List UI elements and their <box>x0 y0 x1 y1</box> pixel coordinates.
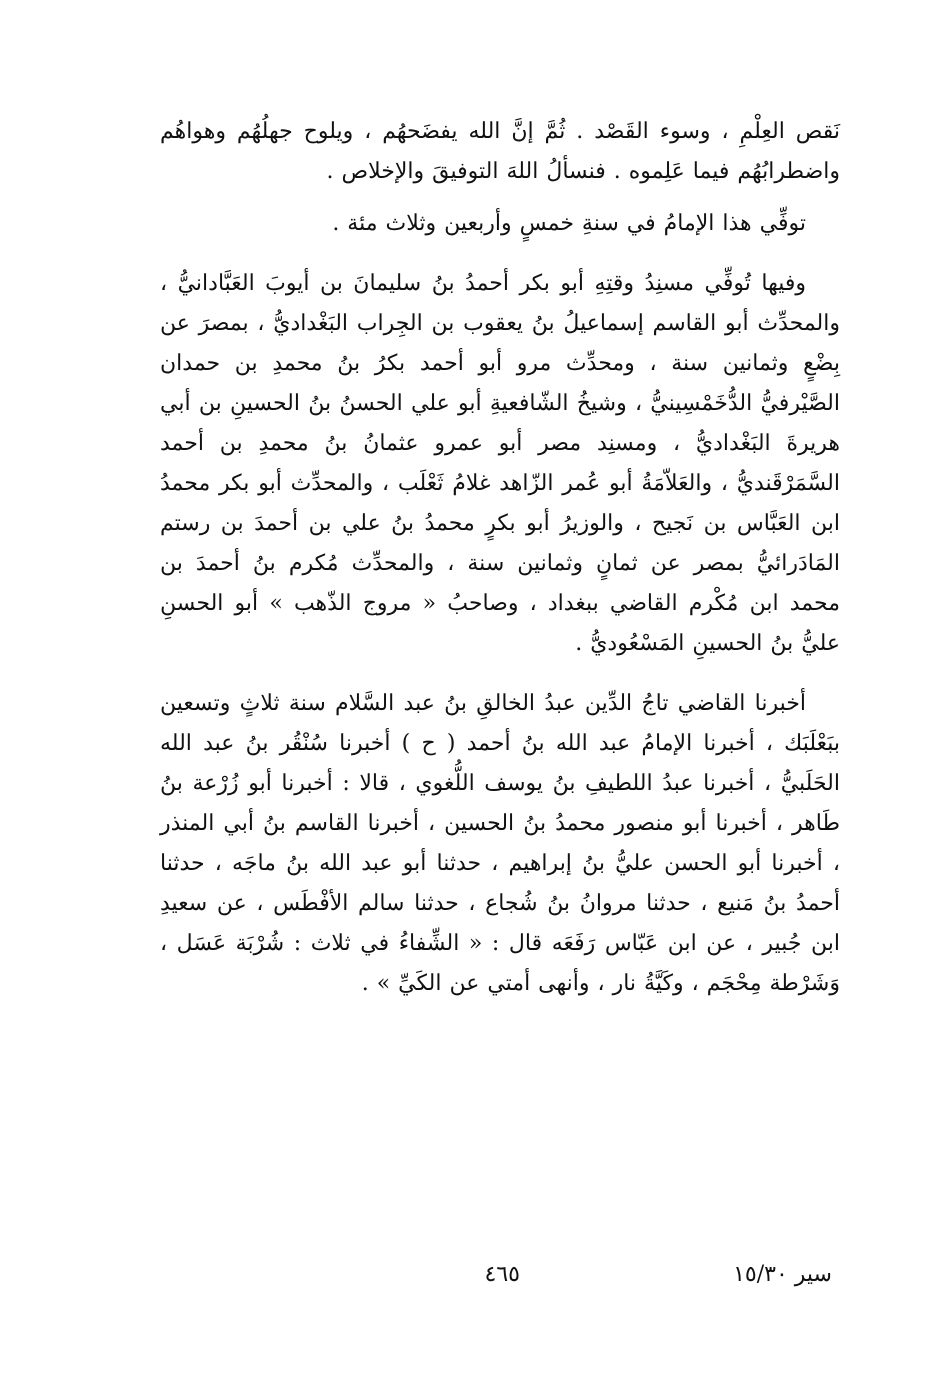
volume-signature: سير ١٥/٣٠ <box>733 1262 832 1287</box>
paragraph-gap <box>160 664 840 684</box>
paragraph-death-note: توفِّي هذا الإمامُ في سنةِ خمسٍ وأربعين وثلاث مئة . <box>332 211 806 236</box>
paragraph-hadith-chain: أخبرنا القاضي تاجُ الدِّين عبدُ الخالقِ بنُ عبد السَّلام سنة ثلاثٍ وتسعين ببَعْلَبَك ، أخبرنا الإمامُ عبد الله بنُ أحمد ( ح ) أخبرنا سُنْقُر بنُ عبد الله الحَلَبيُّ ، أخبرنا عبدُ اللطيفِ بنُ يوسف اللُّغوي ، قالا : أخبرنا أبو زُرْعة بنُ طَاهر ، أخبرنا أبو منصور محمدُ بنُ الحسين ، أخبرنا القاسم بنُ أبي المنذر ، أخبرنا أبو الحسن عليُّ بنُ إبراهيم ، حدثنا أبو عبد الله بنُ ماجَه ، حدثنا أحمدُ بنُ مَنيع ، حدثنا مروانُ بنُ شُجاع ، حدثنا سالم الأفْطَس ، عن سعيدِ ابن جُبير ، عن ابن عَبّاس رَفَعَه قال : « الشِّفاءُ في ثلاث : شُرْبَة عَسَل ، وَشَرْطة مِحْجَم ، وكَيَّةُ نار ، وأنهى أمتي عن الكَيِّ » . <box>160 691 840 996</box>
paragraph-closing-remark: نَقص العِلْمِ ، وسوء القَصْد . ثُمَّ إنَّ الله يفضَحهُم ، ويلوح جهلُهُم وهواهُم واضطرابُهُم فيما عَلِموه . فنسألُ اللهَ التوفيقَ والإخلاص . <box>160 119 840 184</box>
paragraph-gap <box>160 192 840 204</box>
paragraph-deaths-list: وفيها تُوفِّي مسنِدُ وقتِهِ أبو بكر أحمدُ بنُ سليمانَ بن أيوبَ العَبَّادانيُّ ، والمحدِّث أبو القاسم إسماعيلُ بنُ يعقوب بن الجِراب البَغْداديُّ ، بمصرَ عن بِضْعٍ وثمانين سنة ، ومحدِّث مرو أبو أحمد بكرُ بنُ محمدِ بن حمدان الصَّيْرفيُّ الدُّخَمْسِينيُّ ، وشيخُ الشّافعيةِ أبو علي الحسنُ بنُ الحسينِ بن أبي هريرةَ البَغْداديُّ ، ومسنِد مصر أبو عمرو عثمانُ بنُ محمدِ بن أحمد السَّمَرْقَنديُّ ، والعَلاّمَةُ أبو عُمر الزّاهد غلامُ ثَعْلَب ، والمحدِّث أبو بكر محمدُ ابن العَبَّاس بن نَجيح ، والوزيرُ أبو بكرٍ محمدُ بنُ علي بن أحمدَ بن رستم المَادَرائيُّ بمصر عن ثمانٍ وثمانين سنة ، والمحدِّث مُكرم بنُ أحمدَ بن محمد ابن مُكْرم القاضي ببغداد ، وصاحبُ « مروج الذّهب » أبو الحسنِ عليُّ بنُ الحسينِ المَسْعُوديُّ . <box>160 271 840 656</box>
page-body <box>160 112 840 1004</box>
page-footer <box>160 1262 840 1302</box>
page-number: ٤٦٥ <box>484 1262 520 1287</box>
paragraph-gap <box>160 244 840 264</box>
